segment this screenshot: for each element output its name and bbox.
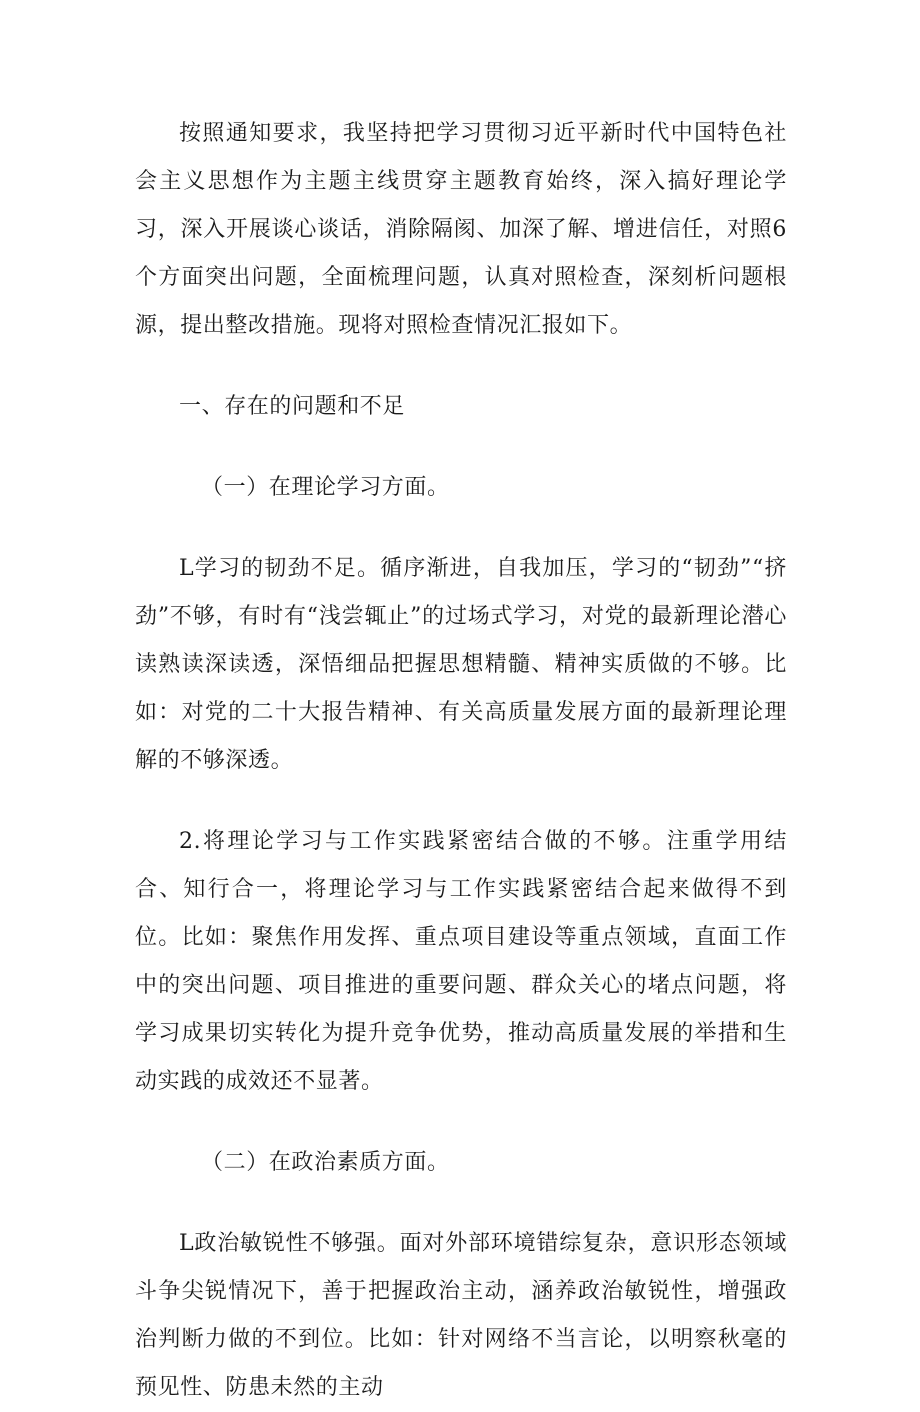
document-body [135,110,787,1412]
paragraph-gap [135,431,787,464]
item-paragraph: L学习的韧劲不足。循序渐进，自我加压，学习的“韧劲”“挤劲”不够，有时有“浅尝辄止”的过场式学习，对党的最新理论潜心读熟读深读透，深悟细品把握思想精髓、精神实质做的不够。比如：对党的二十大报告精神、有关高质量发展方面的最新理论理解的不够深透。 [135,556,787,773]
paragraph-gap [135,512,787,545]
paragraph-gap [135,1187,787,1220]
item-paragraph: L政治敏锐性不够强。面对外部环境错综复杂，意识形态领域斗争尖锐情况下，善于把握政治主动，涵养政治敏锐性，增强政治判断力做的不到位。比如：针对网络不当言论，以明察秋毫的预见性、防患未然的主动 [135,1231,787,1400]
item-paragraph: 2.将理论学习与工作实践紧密结合做的不够。注重学用结合、知行合一，将理论学习与工作实践紧密结合起来做得不到位。比如：聚焦作用发挥、重点项目建设等重点领域，直面工作中的突出问题、项目推进的重要问题、群众关心的堵点问题，将学习成果切实转化为提升竞争优势，推动高质量发展的举措和生动实践的成效还不显著。 [135,829,787,1094]
paragraph-gap [135,785,787,818]
subsection-heading: （二）在政治素质方面。 [201,1150,450,1175]
section-heading: 一、存在的问题和不足 [179,394,406,419]
paragraph-gap [135,1106,787,1139]
paragraph-gap [135,350,787,383]
intro-paragraph: 按照通知要求，我坚持把学习贯彻习近平新时代中国特色社会主义思想作为主题主线贯穿主题教育始终，深入搞好理论学习，深入开展谈心谈话，消除隔阂、加深了解、增进信任，对照6个方面突出问题，全面梳理问题，认真对照检查，深刻析问题根源，提出整改措施。现将对照检查情况汇报如下。 [135,121,787,338]
subsection-heading: （一）在理论学习方面。 [201,475,450,500]
